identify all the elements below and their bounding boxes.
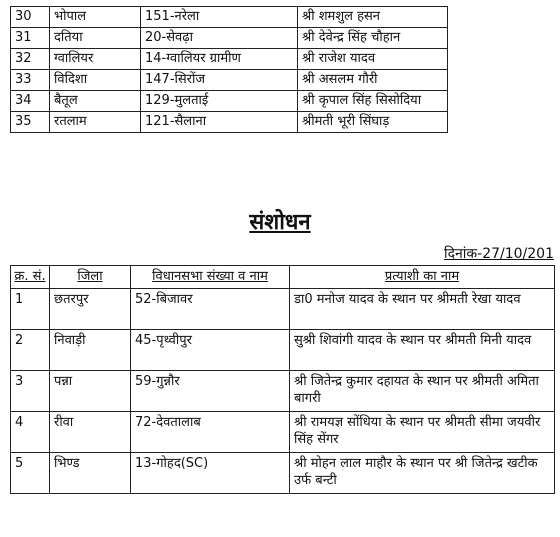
district-cell: रीवा — [50, 412, 131, 453]
serial-number: 5 — [11, 453, 50, 494]
serial-number: 4 — [11, 412, 50, 453]
constituency-cell: 52-बिजावर — [131, 289, 290, 330]
constituency-cell: 20-सेवढ़ा — [141, 28, 298, 49]
candidate-cell: श्रीमती भूरी सिंघाड़ — [298, 112, 448, 133]
candidate-cell: सुश्री शिवांगी यादव के स्थान पर श्रीमती मिनी यादव — [290, 330, 555, 371]
district-cell: निवाड़ी — [50, 330, 131, 371]
district-cell: विदिशा — [50, 70, 141, 91]
serial-number: 33 — [11, 70, 50, 91]
serial-number: 3 — [11, 371, 50, 412]
serial-number: 32 — [11, 49, 50, 70]
table-row — [11, 453, 555, 494]
constituency-cell: 121-सैलाना — [141, 112, 298, 133]
constituency-cell: 14-ग्वालियर ग्रामीण — [141, 49, 298, 70]
candidate-cell: श्री कृपाल सिंह सिसोदिया — [298, 91, 448, 112]
serial-number: 30 — [11, 7, 50, 28]
constituency-cell: 151-नरेला — [141, 7, 298, 28]
table-row — [11, 28, 448, 49]
constituency-cell: 45-पृथ्वीपुर — [131, 330, 290, 371]
candidate-cell: श्री शमशुल हसन — [298, 7, 448, 28]
serial-number: 34 — [11, 91, 50, 112]
table-row — [11, 91, 448, 112]
serial-number: 31 — [11, 28, 50, 49]
header-district: जिला — [50, 266, 131, 289]
candidate-cell: श्री जितेन्द्र कुमार दहायत के स्थान पर श्रीमती अमिता बागरी — [290, 371, 555, 412]
serial-number: 2 — [11, 330, 50, 371]
table-row — [11, 289, 555, 330]
header-serial: क्र. सं. — [11, 266, 50, 289]
table-row — [11, 7, 448, 28]
district-cell: पन्ना — [50, 371, 131, 412]
page-heading: संशोधन — [249, 210, 311, 235]
date-label: दिनांक-27/10/201 — [443, 246, 554, 262]
candidate-cell: श्री देवेन्द्र सिंह चौहान — [298, 28, 448, 49]
constituency-cell: 13-गोहद(SC) — [131, 453, 290, 494]
constituency-cell: 147-सिरोंज — [141, 70, 298, 91]
header-candidate: प्रत्याशी का नाम — [290, 266, 555, 289]
constituency-cell: 129-मुलताई — [141, 91, 298, 112]
table-row — [11, 371, 555, 412]
candidate-cell: श्री रामयज्ञ सोंधिया के स्थान पर श्रीमती सीमा जयवीर सिंह सेंगर — [290, 412, 555, 453]
candidate-list-table — [10, 6, 448, 133]
district-cell: छतरपुर — [50, 289, 131, 330]
serial-number: 1 — [11, 289, 50, 330]
district-cell: भोपाल — [50, 7, 141, 28]
candidate-cell: डा0 मनोज यादव के स्थान पर श्रीमती रेखा यादव — [290, 289, 555, 330]
table-row — [11, 330, 555, 371]
district-cell: रतलाम — [50, 112, 141, 133]
candidate-cell: श्री राजेश यादव — [298, 49, 448, 70]
candidate-cell: श्री मोहन लाल माहौर के स्थान पर श्री जितेन्द्र खटीक उर्फ बन्टी — [290, 453, 555, 494]
constituency-cell: 72-देवतालाब — [131, 412, 290, 453]
candidate-cell: श्री असलम गौरी — [298, 70, 448, 91]
table-row — [11, 49, 448, 70]
constituency-cell: 59-गुन्नौर — [131, 371, 290, 412]
district-cell: बैतूल — [50, 91, 141, 112]
serial-number: 35 — [11, 112, 50, 133]
table-row — [11, 70, 448, 91]
amendment-table — [10, 265, 555, 494]
table-row — [11, 412, 555, 453]
header-constituency: विधानसभा संख्या व नाम — [131, 266, 290, 289]
district-cell: ग्वालियर — [50, 49, 141, 70]
table-header-row — [11, 266, 555, 289]
table-row — [11, 112, 448, 133]
district-cell: भिण्ड — [50, 453, 131, 494]
district-cell: दतिया — [50, 28, 141, 49]
